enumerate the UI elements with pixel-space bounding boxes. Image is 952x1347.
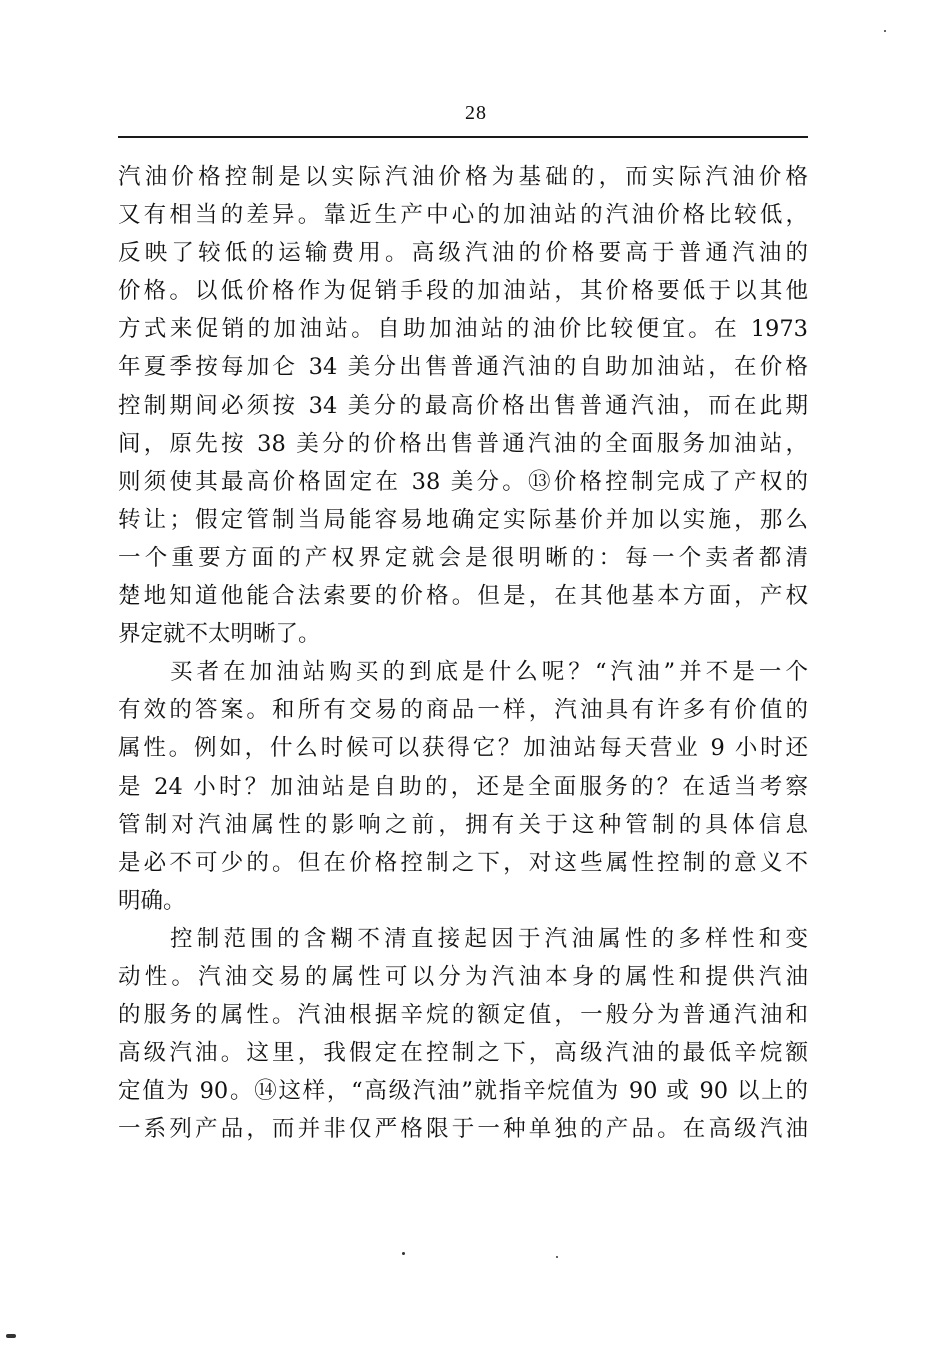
text-line: 管制对汽油属性的影响之前，拥有关于这种管制的具体信息 <box>118 811 808 838</box>
text-line: 控制范围的含糊不清直接起因于汽油属性的多样性和变 <box>170 925 808 952</box>
text-line: 一个重要方面的产权界定就会是很明晰的：每一个卖者都清 <box>118 544 808 571</box>
text-line: 定值为 90。⑭这样，“高级汽油”就指辛烷值为 90 或 90 以上的 <box>118 1078 808 1105</box>
text-line: 一系列产品，而并非仅严格限于一种单独的产品。在高级汽油 <box>118 1116 808 1143</box>
text-line: 楚地知道他能合法索要的价格。但是，在其他基本方面，产权 <box>118 583 808 610</box>
paragraph <box>118 920 808 1149</box>
text-line: 汽油价格控制是以实际汽油价格为基础的，而实际汽油价格 <box>118 164 808 190</box>
text-line: 的服务的属性。汽油根据辛烷的额定值，一般分为普通汽油和 <box>118 1002 808 1029</box>
text-line: 界定就不太明晰了。 <box>118 621 321 648</box>
text-line: 有效的答案。和所有交易的商品一样，汽油具有许多有价值的 <box>118 697 808 724</box>
text-line: 方式来促销的加油站。自助加油站的油价比较便宜。在 1973 <box>118 316 808 343</box>
scan-speck <box>6 1334 16 1338</box>
scan-speck <box>556 1256 558 1258</box>
text-line: 间，原先按 38 美分的价格出售普通汽油的全面服务加油站， <box>118 430 808 457</box>
text-line: 年夏季按每加仑 34 美分出售普通汽油的自助加油站，在价格 <box>118 354 808 381</box>
paragraph <box>118 653 808 920</box>
body-text <box>118 158 808 1148</box>
text-line: 则须使其最高价格固定在 38 美分。⑬价格控制完成了产权的 <box>118 468 808 495</box>
text-line: 买者在加油站购买的到底是什么呢？“汽油”并不是一个 <box>170 659 808 686</box>
text-line: 是必不可少的。但在价格控制之下，对这些属性控制的意义不 <box>118 849 808 876</box>
text-line: 又有相当的差异。靠近生产中心的加油站的汽油价格比较低， <box>118 202 808 229</box>
text-line: 控制期间必须按 34 美分的最高价格出售普通汽油，而在此期 <box>118 392 808 419</box>
text-line: 是 24 小时？加油站是自助的，还是全面服务的？在适当考察 <box>118 773 808 800</box>
scan-speck <box>884 30 886 32</box>
text-line: 动性。汽油交易的属性可以分为汽油本身的属性和提供汽油 <box>118 963 808 990</box>
page-number: 28 <box>465 102 487 124</box>
text-line: 转让；假定管制当局能容易地确定实际基价并加以实施，那么 <box>118 506 808 533</box>
text-line: 反映了较低的运输费用。高级汽油的价格要高于普通汽油的 <box>118 240 808 267</box>
text-line: 明确。 <box>118 887 186 914</box>
paragraph <box>118 158 808 653</box>
text-line: 高级汽油。这里，我假定在控制之下，高级汽油的最低辛烷额 <box>118 1040 808 1067</box>
header-rule <box>118 136 808 138</box>
scan-speck <box>402 1252 405 1255</box>
text-line: 属性。例如，什么时候可以获得它？加油站每天营业 9 小时还 <box>118 735 808 762</box>
text-line: 价格。以低价格作为促销手段的加油站，其价格要低于以其他 <box>118 278 808 305</box>
